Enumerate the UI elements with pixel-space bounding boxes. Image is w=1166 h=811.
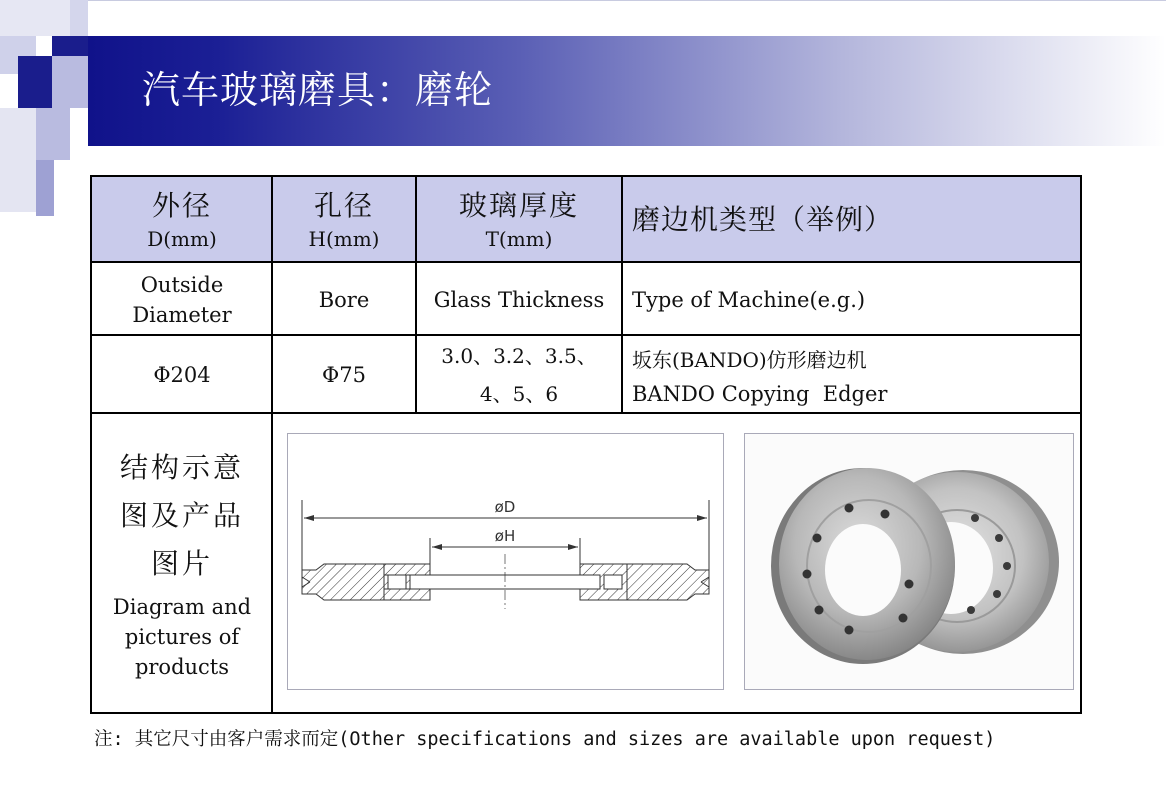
header-thickness-zh: 玻璃厚度 bbox=[458, 189, 579, 222]
slide-title: 汽车玻璃磨具：磨轮 bbox=[142, 68, 494, 112]
col-divider bbox=[415, 177, 417, 414]
dim-bore-label: øH bbox=[494, 527, 516, 545]
col-divider bbox=[271, 177, 273, 712]
cell-thickness-label bbox=[416, 263, 622, 336]
header-diameter bbox=[92, 177, 272, 263]
deco-square bbox=[70, 0, 88, 36]
row-divider bbox=[92, 334, 1080, 336]
thickness-values-line1: 3.0、3.2、3.5、 bbox=[441, 344, 597, 368]
cell-machine-label bbox=[622, 263, 1080, 336]
grinding-wheels-illustration bbox=[745, 434, 1073, 689]
header-bore bbox=[272, 177, 416, 263]
product-photo bbox=[744, 433, 1074, 690]
cell-bore-label bbox=[272, 263, 416, 336]
dim-outer-label: øD bbox=[494, 498, 516, 516]
cross-section-diagram bbox=[287, 433, 724, 690]
deco-square bbox=[18, 56, 52, 108]
deco-square bbox=[36, 160, 54, 216]
deco-square bbox=[52, 56, 88, 108]
header-bore-zh: 孔径 bbox=[313, 189, 374, 222]
cell-structure-label bbox=[92, 414, 272, 712]
bore-value: Φ75 bbox=[322, 363, 366, 387]
cell-outside-diameter bbox=[92, 263, 272, 336]
header-diameter-en: D(mm) bbox=[147, 227, 217, 251]
deco-square bbox=[0, 108, 36, 212]
structure-label-en-1: Diagram and bbox=[112, 595, 252, 619]
cell-machine-value bbox=[622, 336, 1080, 414]
cell-diameter-value bbox=[92, 336, 272, 414]
diameter-value: Φ204 bbox=[153, 363, 211, 387]
machine-name-zh: 坂东(BANDO)仿形磨边机 bbox=[632, 348, 867, 372]
cell-thickness-value bbox=[416, 336, 622, 414]
header-bore-en: H(mm) bbox=[308, 227, 380, 251]
header-row bbox=[92, 177, 1080, 263]
thickness-values-line2: 4、5、6 bbox=[479, 382, 559, 406]
structure-label-zh-2: 图及产品 bbox=[119, 499, 244, 532]
cell-bore-value bbox=[272, 336, 416, 414]
structure-label-zh-1: 结构示意 bbox=[119, 451, 244, 484]
outside-diameter-line1: Outside bbox=[140, 272, 224, 297]
header-thickness bbox=[416, 177, 622, 263]
header-machine-zh: 磨边机类型（举例） bbox=[632, 203, 894, 236]
header-machine bbox=[622, 177, 1080, 263]
header-diameter-zh: 外径 bbox=[151, 189, 212, 222]
thickness-label: Glass Thickness bbox=[433, 287, 605, 312]
footnote: 注: 其它尺寸由客户需求而定(Other specifications and sizes are available upon request) bbox=[94, 729, 996, 750]
header-thickness-en: T(mm) bbox=[485, 227, 553, 251]
bore-label: Bore bbox=[318, 287, 370, 312]
data-row bbox=[92, 336, 1080, 414]
top-rule bbox=[0, 0, 1166, 1]
spec-table bbox=[90, 175, 1082, 714]
english-row bbox=[92, 263, 1080, 336]
machine-label: Type of Machine(e.g.) bbox=[632, 287, 866, 312]
machine-name-en: BANDO Copying Edger bbox=[632, 382, 888, 406]
col-divider bbox=[621, 177, 623, 414]
row-divider bbox=[92, 261, 1080, 263]
structure-label-en-3: products bbox=[134, 655, 230, 679]
cross-section-drawing bbox=[288, 434, 723, 689]
deco-square bbox=[0, 0, 70, 36]
structure-label-zh-3: 图片 bbox=[150, 547, 213, 580]
deco-square bbox=[36, 108, 70, 160]
outside-diameter-line2: Diameter bbox=[132, 302, 232, 327]
deco-square bbox=[52, 36, 88, 56]
structure-row bbox=[92, 414, 1080, 712]
structure-label-en-2: pictures of bbox=[124, 625, 240, 649]
row-divider bbox=[92, 412, 1080, 414]
